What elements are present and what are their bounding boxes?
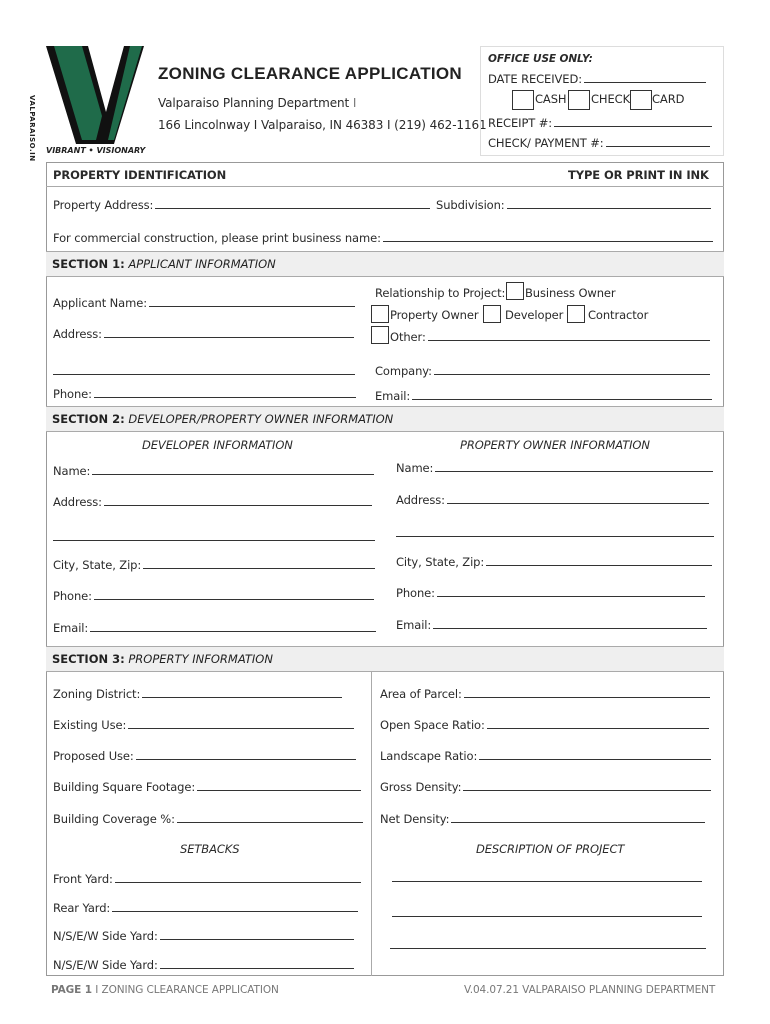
net-density-label: Net Density:: [380, 811, 705, 826]
card-label: CARD: [652, 92, 685, 106]
card-checkbox[interactable]: [630, 90, 652, 110]
check-checkbox[interactable]: [568, 90, 590, 110]
business-name-field[interactable]: [383, 230, 713, 242]
landscape-ratio-label: Landscape Ratio:: [380, 748, 711, 763]
footer-page: PAGE 1 I ZONING CLEARANCE APPLICATION: [51, 984, 279, 996]
owner-address-label: Address:: [396, 492, 709, 507]
applicant-phone-label: Phone:: [53, 386, 356, 401]
area-of-parcel-label: Area of Parcel:: [380, 686, 710, 701]
developer-label: Developer: [505, 308, 564, 322]
rear-yard-field[interactable]: [112, 900, 358, 912]
applicant-name-field[interactable]: [149, 295, 355, 307]
business-name-label: For commercial construction, please print business name:: [53, 230, 713, 245]
description-line-1[interactable]: [392, 881, 702, 882]
owner-address-field[interactable]: [447, 492, 709, 504]
front-yard-label: Front Yard:: [53, 871, 361, 886]
ink-note: TYPE OR PRINT IN INK: [568, 168, 709, 182]
section3-column-divider: [371, 672, 372, 976]
open-space-ratio-field[interactable]: [487, 717, 709, 729]
gross-density-field[interactable]: [463, 779, 711, 791]
divider: [46, 186, 724, 187]
side-yard-2-field[interactable]: [160, 957, 354, 969]
date-received-field[interactable]: [584, 71, 706, 83]
other-field[interactable]: [428, 329, 710, 341]
building-sqft-field[interactable]: [197, 779, 361, 791]
owner-heading: PROPERTY OWNER INFORMATION: [460, 438, 650, 452]
logo: [44, 44, 148, 156]
rear-yard-label: Rear Yard:: [53, 900, 358, 915]
section2-header: SECTION 2: DEVELOPER/PROPERTY OWNER INFORMATION: [46, 406, 724, 432]
side-yard-1-label: N/S/E/W Side Yard:: [53, 928, 354, 943]
check-payment-label: CHECK/ PAYMENT #:: [488, 135, 710, 150]
applicant-address-line2[interactable]: [53, 374, 355, 375]
applicant-email-field[interactable]: [412, 388, 712, 400]
applicant-address-label: Address:: [53, 326, 354, 341]
owner-name-label: Name:: [396, 460, 713, 475]
applicant-email-label: Email:: [375, 388, 712, 403]
open-space-ratio-label: Open Space Ratio:: [380, 717, 709, 732]
relationship-label: Relationship to Project:: [375, 286, 506, 300]
developer-email-field[interactable]: [90, 620, 376, 632]
subdivision-label: Subdivision:: [436, 197, 711, 212]
description-heading: DESCRIPTION OF PROJECT: [476, 842, 625, 856]
cash-checkbox[interactable]: [512, 90, 534, 110]
property-heading: PROPERTY IDENTIFICATION: [53, 168, 227, 182]
side-yard-2-label: N/S/E/W Side Yard:: [53, 957, 354, 972]
developer-phone-field[interactable]: [94, 588, 374, 600]
applicant-address-field[interactable]: [104, 326, 354, 338]
footer-version: V.04.07.21 VALPARAISO PLANNING DEPARTMENT: [464, 984, 716, 996]
developer-email-label: Email:: [53, 620, 376, 635]
property-owner-label: Property Owner: [390, 308, 479, 322]
owner-city-field[interactable]: [486, 554, 712, 566]
developer-heading: DEVELOPER INFORMATION: [142, 438, 293, 452]
contractor-label: Contractor: [588, 308, 649, 322]
section1-header: SECTION 1: APPLICANT INFORMATION: [46, 251, 724, 277]
date-received-label: DATE RECEIVED:: [488, 71, 706, 86]
developer-checkbox[interactable]: [483, 305, 501, 323]
developer-address-field[interactable]: [104, 494, 372, 506]
check-payment-field[interactable]: [606, 135, 710, 147]
owner-phone-label: Phone:: [396, 585, 705, 600]
description-line-2[interactable]: [392, 916, 702, 917]
setbacks-heading: SETBACKS: [180, 842, 240, 856]
property-address-label: Property Address:: [53, 197, 430, 212]
net-density-field[interactable]: [451, 811, 705, 823]
logo-side-text: VALPARAISO.IN: [28, 95, 36, 162]
area-of-parcel-field[interactable]: [464, 686, 710, 698]
proposed-use-field[interactable]: [136, 748, 356, 760]
department-address: 166 Lincolnway I Valparaiso, IN 46383 I (219) 462-1161: [158, 118, 487, 132]
cash-label: CASH: [535, 92, 567, 106]
company-field[interactable]: [434, 363, 710, 375]
check-label: CHECK: [591, 92, 631, 106]
contractor-checkbox[interactable]: [567, 305, 585, 323]
front-yard-field[interactable]: [115, 871, 361, 883]
business-owner-label: Business Owner: [525, 286, 616, 300]
developer-address-line2[interactable]: [53, 540, 375, 541]
owner-name-field[interactable]: [435, 460, 713, 472]
office-use-heading: OFFICE USE ONLY:: [488, 53, 593, 65]
building-sqft-label: Building Square Footage:: [53, 779, 361, 794]
owner-email-field[interactable]: [433, 617, 707, 629]
developer-city-field[interactable]: [143, 557, 375, 569]
existing-use-field[interactable]: [128, 717, 354, 729]
section3-header: SECTION 3: PROPERTY INFORMATION: [46, 646, 724, 672]
zoning-district-label: Zoning District:: [53, 686, 342, 701]
description-line-3[interactable]: [390, 948, 706, 949]
developer-city-label: City, State, Zip:: [53, 557, 375, 572]
receipt-label: RECEIPT #:: [488, 115, 712, 130]
owner-phone-field[interactable]: [437, 585, 705, 597]
business-owner-checkbox[interactable]: [506, 282, 524, 300]
company-label: Company:: [375, 363, 710, 378]
owner-city-label: City, State, Zip:: [396, 554, 712, 569]
property-address-field[interactable]: [155, 197, 430, 209]
developer-address-label: Address:: [53, 494, 372, 509]
other-label: Other:: [390, 329, 710, 344]
developer-phone-label: Phone:: [53, 588, 374, 603]
proposed-use-label: Proposed Use:: [53, 748, 356, 763]
developer-name-label: Name:: [53, 463, 374, 478]
landscape-ratio-field[interactable]: [479, 748, 711, 760]
valparaiso-v-logo: [44, 44, 148, 156]
developer-name-field[interactable]: [92, 463, 374, 475]
owner-email-label: Email:: [396, 617, 707, 632]
applicant-name-label: Applicant Name:: [53, 295, 355, 310]
subdivision-field[interactable]: [507, 197, 711, 209]
side-yard-1-field[interactable]: [160, 928, 354, 940]
owner-address-line2[interactable]: [396, 536, 714, 537]
property-owner-checkbox[interactable]: [371, 305, 389, 323]
gross-density-label: Gross Density:: [380, 779, 711, 794]
receipt-field[interactable]: [554, 115, 712, 127]
building-coverage-field[interactable]: [177, 811, 363, 823]
other-checkbox[interactable]: [371, 326, 389, 344]
existing-use-label: Existing Use:: [53, 717, 354, 732]
logo-tagline: VIBRANT • VISIONARY: [46, 146, 146, 155]
zoning-district-field[interactable]: [142, 686, 342, 698]
department-name: Valparaiso Planning Department I: [158, 96, 357, 110]
building-coverage-label: Building Coverage %:: [53, 811, 363, 826]
page-title: ZONING CLEARANCE APPLICATION: [158, 64, 463, 83]
applicant-phone-field[interactable]: [94, 386, 356, 398]
